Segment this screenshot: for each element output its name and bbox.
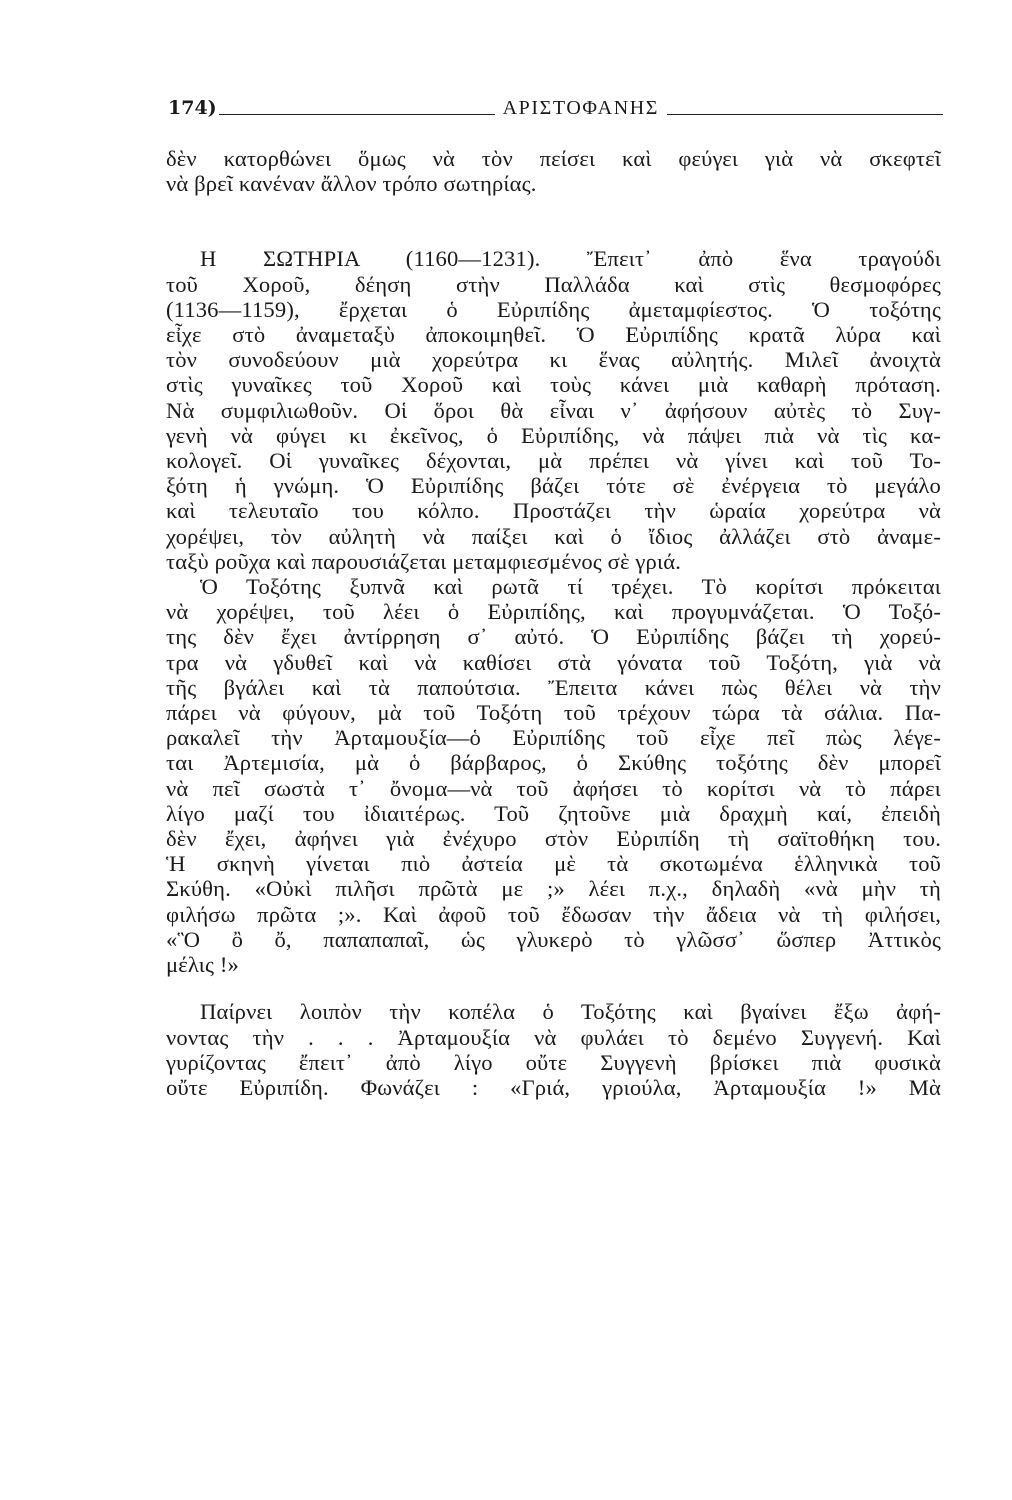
paragraph-continuation: [166, 146, 941, 196]
text-line: οὔτε Εὐριπίδη. Φωνάζει : «Γριά, γριούλα, Ἀρταμουξία !» Μὰ: [166, 1074, 941, 1100]
text-line: νὰ χορέψει, τοῦ λέει ὁ Εὐριπίδης, καὶ προγυμνάζεται. Ὁ Τοξό-: [166, 599, 941, 625]
text-line: Ὁ Τοξότης ξυπνᾶ καὶ ρωτᾶ τί τρέχει. Τὸ κορίτσι πρόκειται: [200, 574, 941, 600]
text-line: δὲν κατορθώνει ὅμως νὰ τὸν πείσει καὶ φεύγει γιὰ νὰ σκεφτεῖ: [166, 146, 941, 171]
text-line: τὸν συνοδεύουν μιὰ χορεύτρα κι ἕνας αὐλητής. Μιλεῖ ἀνοιχτὰ: [166, 347, 941, 373]
text-line: ρακαλεῖ τὴν Ἀρταμουξία—ὁ Εὐριπίδης τοῦ εἶχε πεῖ πὼς λέγε-: [166, 725, 941, 751]
text-line: νοντας τὴν . . . Ἀρταμουξία νὰ φυλάει τὸ δεμένο Συγγενή. Καὶ: [166, 1024, 941, 1050]
text-line: Η ΣΩΤΗΡΙΑ (1160—1231). Ἔπειτ᾽ ἀπὸ ἕνα τραγούδι: [200, 246, 941, 272]
text-line: φιλήσω πρῶτα ;». Καὶ ἀφοῦ τοῦ ἔδωσαν τὴν ἄδεια νὰ τὴ φιλήσει,: [166, 901, 941, 927]
running-header: [168, 86, 943, 118]
text-line: «Ὃ ὂ ὄ, παπαπαπαῖ, ὡς γλυκερὸ τὸ γλῶσσ᾽ ὥσπερ Ἀττικὸς: [166, 926, 941, 952]
text-line: Νὰ συμφιλιωθοῦν. Οἱ ὅροι θὰ εἶναι ν᾽ ἀφήσουν αὐτὲς τὸ Συγ-: [166, 397, 941, 423]
body-text: [166, 146, 941, 1100]
text-line: νὰ πεῖ σωστὰ τ᾽ ὄνομα—νὰ τοῦ ἀφήσει τὸ κορίτσι νὰ τὸ πάρει: [166, 775, 941, 801]
text-line: δὲν ἔχει, ἀφήνει γιὰ ἐνέχυρο στὸν Εὐριπίδη τὴ σαϊτοθήκη του.: [166, 826, 941, 852]
text-line: (1136—1159), ἔρχεται ὁ Εὐριπίδης ἀμεταμφίεστος. Ὁ τοξότης: [166, 296, 941, 322]
text-line: ξότη ἡ γνώμη. Ὁ Εὐριπίδης βάζει τότε σὲ ἐνέργεια τὸ μεγάλο: [166, 473, 941, 499]
text-line: γυρίζοντας ἔπειτ᾽ ἀπὸ λίγο οὔτε Συγγενὴ βρίσκει πιὰ φυσικὰ: [166, 1049, 941, 1075]
text-line: στὶς γυναῖκες τοῦ Χοροῦ καὶ τοὺς κάνει μιὰ καθαρὴ πρόταση.: [166, 372, 941, 398]
text-line: πάρει νὰ φύγουν, μὰ τοῦ Τοξότη τοῦ τρέχουν τώρα τὰ σάλια. Πα-: [166, 700, 941, 726]
text-line: Ἡ σκηνὴ γίνεται πιὸ ἀστεία μὲ τὰ σκοτωμένα ἑλληνικὰ τοῦ: [166, 851, 941, 877]
text-line: νὰ βρεῖ κανέναν ἄλλον τρόπο σωτηρίας.: [166, 171, 537, 197]
text-line: Παίρνει λοιπὸν τὴν κοπέλα ὁ Τοξότης καὶ βγαίνει ἔξω ἀφή-: [200, 999, 941, 1025]
text-line: εἶχε στὸ ἀναμεταξὺ ἀποκοιμηθεῖ. Ὁ Εὐριπίδης κρατᾶ λύρα καὶ: [166, 322, 941, 348]
text-line: μέλις !»: [166, 952, 239, 978]
text-line: γενὴ νὰ φύγει κι ἐκεῖνος, ὁ Εὐριπίδης, νὰ πάψει πιὰ νὰ τὶς κα-: [166, 422, 941, 448]
paragraph-soteria: [166, 246, 941, 977]
text-line: της δὲν ἔχει ἀντίρρηση σ᾽ αὐτό. Ὁ Εὐριπίδης βάζει τὴ χορεύ-: [166, 624, 941, 650]
text-line: χορέψει, τὸν αὐλητὴ νὰ παίξει καὶ ὁ ἴδιος ἀλλάζει στὸ ἀναμε-: [166, 523, 941, 549]
text-line: κολογεῖ. Οἱ γυναῖκες δέχονται, μὰ πρέπει νὰ γίνει καὶ τοῦ Το-: [166, 448, 941, 474]
text-line: ταξὺ ροῦχα καὶ παρουσιάζεται μεταμφιεσμένος σὲ γριά.: [166, 548, 682, 574]
text-line: τῆς βγάλει καὶ τὰ παπούτσια. Ἔπειτα κάνει πὼς θέλει νὰ τὴν: [166, 674, 941, 700]
running-title: ΑΡΙΣΤΟΦΑΝΗΣ: [502, 97, 660, 119]
text-line: λίγο μαζί του ἰδιαιτέρως. Τοῦ ζητοῦνε μιὰ δραχμὴ καί, ἐπειδὴ: [166, 800, 941, 826]
text-line: καὶ τελευταῖο του κόλπο. Προστάζει τὴν ὡραία χορεύτρα νὰ: [166, 498, 941, 524]
paragraph-escape: [166, 999, 941, 1100]
text-line: Σκύθη. «Οὐκὶ πιλῆσι πρῶτὰ με ;» λέει π.χ., δηλαδὴ «νὰ μὴν τὴ: [166, 876, 941, 902]
header-rule-left: [219, 114, 495, 115]
text-line: τοῦ Χοροῦ, δέηση στὴν Παλλάδα καὶ στὶς θεσμοφόρες: [166, 271, 941, 297]
header-rule-right: [667, 114, 943, 115]
text-line: τρα νὰ γδυθεῖ καὶ νὰ καθίσει στὰ γόνατα τοῦ Τοξότη, γιὰ νὰ: [166, 649, 941, 675]
page-number: 174): [168, 97, 217, 119]
text-line: ται Ἀρτεμισία, μὰ ὁ βάρβαρος, ὁ Σκύθης τοξότης δὲν μπορεῖ: [166, 750, 941, 776]
